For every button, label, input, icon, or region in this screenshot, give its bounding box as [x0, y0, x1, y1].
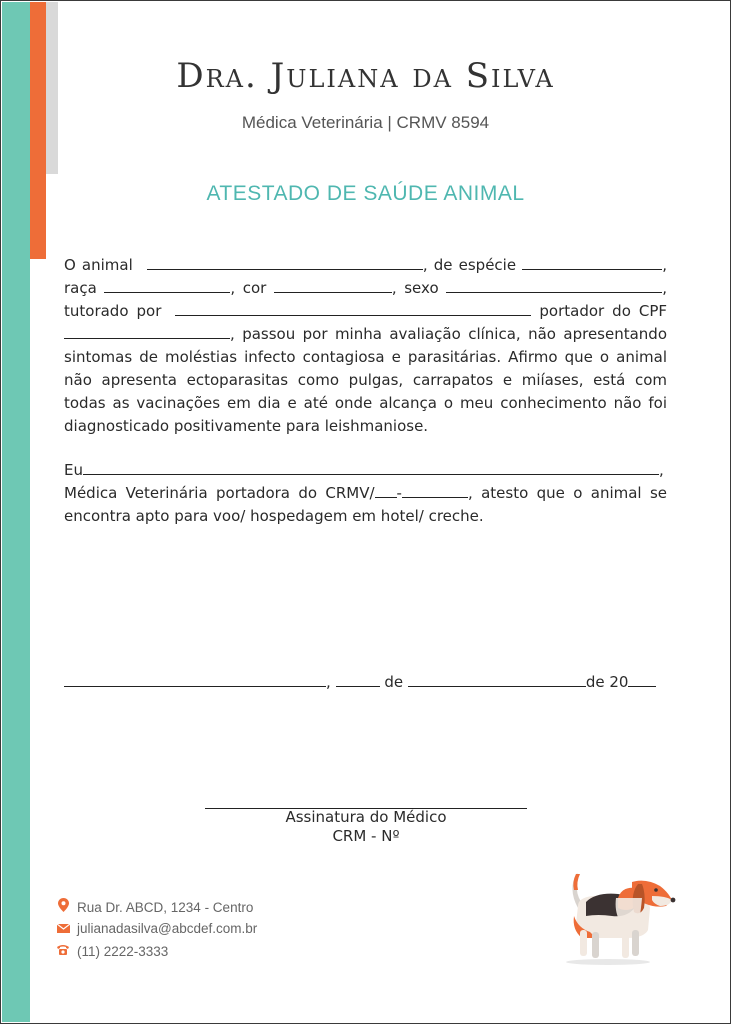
contact-address: [55, 898, 253, 915]
doctor-credentials: Médica Veterinária | CRMV 8594: [241, 113, 490, 132]
eu-label: Eu: [64, 461, 83, 479]
email-text[interactable]: julianadasilva@abcdef.com.br: [77, 921, 258, 936]
animal-label: O animal: [64, 256, 133, 274]
tutorado-label: tutorado por: [64, 302, 162, 320]
doctor-name: Dra. Juliana da Silva: [176, 56, 555, 96]
location-pin-icon: [55, 898, 71, 915]
crm-label: CRM - Nº: [332, 827, 400, 845]
especie-label: , de espécie: [422, 256, 517, 274]
teal-side-bar: [2, 2, 30, 1022]
de-label: de: [384, 673, 404, 691]
paragraph-vet-declaration: Eu , Médica Veterinária portadora do CRMV/ - , atesto que o animal se encontra apto para voo/ hospedagem em hotel/ creche.: [64, 461, 667, 525]
month-blank[interactable]: [408, 671, 586, 687]
paragraph-1-text: , passou por minha avaliação clínica, não apresentando sintomas de moléstias infecto contagiosa e parasitárias. Afirmo que o animal não apresenta ectoparasitas como pulgas, carrapatos e miíases, está com todas as vacinações em dia e até onde alcança o meu conhecimento não foi diagnosticado positivamente para leishmaniose.: [64, 325, 667, 435]
vet-name-blank[interactable]: [83, 459, 659, 475]
contact-phone: [55, 944, 168, 959]
crmv-label: Médica Veterinária portadora do CRMV/: [64, 484, 375, 502]
crmv-dash: -: [396, 484, 402, 502]
raca-blank[interactable]: [104, 277, 230, 293]
signature-label: Assinatura do Médico: [285, 808, 447, 826]
date-line: [64, 671, 667, 694]
cpf-label: portador do CPF: [539, 302, 668, 320]
beagle-dog-illustration: [556, 868, 680, 968]
crmv-number-blank[interactable]: [402, 482, 468, 498]
paragraph-2-text: , atesto que o animal se encontra apto para voo/ hospedagem em hotel/ creche.: [64, 484, 667, 525]
phone-icon: [55, 944, 71, 959]
phone-text[interactable]: (11) 2222-3333: [77, 944, 169, 959]
contact-email: [55, 921, 257, 936]
address-text: Rua Dr. ABCD, 1234 - Centro: [77, 900, 254, 915]
sexo-label: , sexo: [391, 279, 439, 297]
tutor-blank[interactable]: [175, 300, 531, 316]
day-blank[interactable]: [336, 671, 380, 687]
sexo-blank[interactable]: [446, 277, 662, 293]
year-label: de 20: [585, 673, 629, 691]
date-separator: ,: [326, 673, 331, 691]
animal-name-blank[interactable]: [147, 254, 423, 270]
document-heading: ATESTADO DE SAÚDE ANIMAL: [206, 182, 525, 205]
crmv-state-blank[interactable]: [375, 482, 397, 498]
envelope-icon: [55, 921, 71, 936]
raca-label: raça: [64, 279, 97, 297]
year-blank[interactable]: [628, 671, 656, 687]
cpf-blank[interactable]: [64, 323, 230, 339]
signature-block: [205, 808, 527, 846]
cor-label: , cor: [230, 279, 267, 297]
paragraph-animal-info: O animal , de espécie , raça , cor , sexo , tutorado por portador do CPF , passou por minha avaliação clínica, não apresentando sintomas de moléstias infecto contagiosa e parasitárias. Afirmo que o animal não apresenta ectoparasitas como pulgas, carrapatos e miíases, está com todas as vacinações em dia e até onde alcança o meu conhecimento não foi diagnosticado positivamente para leishmaniose.: [64, 256, 668, 435]
especie-blank[interactable]: [522, 254, 662, 270]
cor-blank[interactable]: [274, 277, 392, 293]
city-blank[interactable]: [64, 671, 326, 687]
